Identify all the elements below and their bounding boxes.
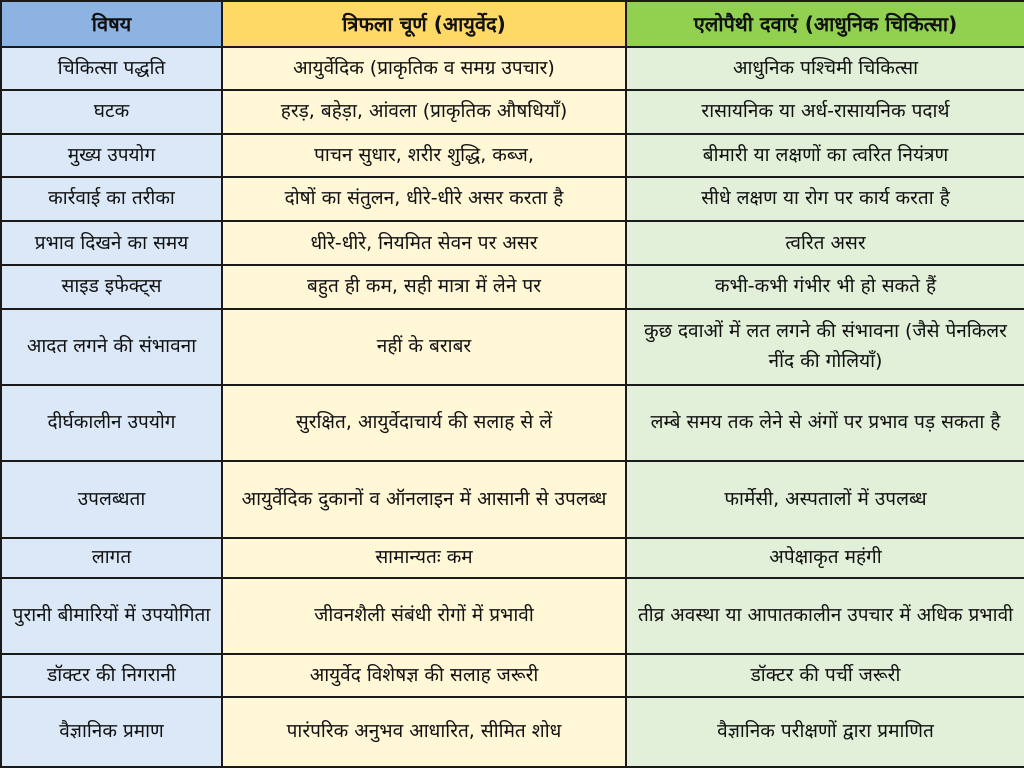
row-triphala-cell: पारंपरिक अनुभव आधारित, सीमित शोध	[222, 697, 626, 767]
row-triphala-cell: दोषों का संतुलन, धीरे-धीरे असर करता है	[222, 177, 626, 221]
row-triphala-cell: सामान्यतः कम	[222, 538, 626, 578]
row-subject: साइड इफेक्ट्स	[1, 265, 222, 308]
row-subject: चिकित्सा पद्धति	[1, 47, 222, 90]
row-allopathy-cell: अपेक्षाकृत महंगी	[626, 538, 1024, 578]
table-row	[1, 221, 1024, 265]
row-subject: वैज्ञानिक प्रमाण	[1, 697, 222, 767]
table-row	[1, 461, 1024, 537]
table-row	[1, 47, 1024, 90]
row-allopathy-cell: रासायनिक या अर्ध-रासायनिक पदार्थ	[626, 90, 1024, 133]
row-subject: दीर्घकालीन उपयोग	[1, 385, 222, 461]
row-triphala-cell: सुरक्षित, आयुर्वेदाचार्य की सलाह से लें	[222, 385, 626, 461]
table-row	[1, 697, 1024, 767]
table-row	[1, 134, 1024, 177]
row-allopathy-cell: कभी-कभी गंभीर भी हो सकते हैं	[626, 265, 1024, 308]
row-subject: घटक	[1, 90, 222, 133]
table-row	[1, 309, 1024, 385]
row-subject: उपलब्धता	[1, 461, 222, 537]
row-allopathy-cell: सीधे लक्षण या रोग पर कार्य करता है	[626, 177, 1024, 221]
header-allopathy: एलोपैथी दवाएं (आधुनिक चिकित्सा)	[626, 1, 1024, 47]
row-triphala-cell: नहीं के बराबर	[222, 309, 626, 385]
row-subject: प्रभाव दिखने का समय	[1, 221, 222, 265]
row-allopathy-cell: तीव्र अवस्था या आपातकालीन उपचार में अधिक प्रभावी	[626, 578, 1024, 654]
table-row	[1, 578, 1024, 654]
table-row	[1, 385, 1024, 461]
row-subject: डॉक्टर की निगरानी	[1, 654, 222, 696]
row-triphala-cell: धीरे-धीरे, नियमित सेवन पर असर	[222, 221, 626, 265]
row-triphala-cell: पाचन सुधार, शरीर शुद्धि, कब्ज,	[222, 134, 626, 177]
row-triphala-cell: बहुत ही कम, सही मात्रा में लेने पर	[222, 265, 626, 308]
table-row	[1, 654, 1024, 696]
row-triphala-cell: आयुर्वेदिक दुकानों व ऑनलाइन में आसानी से उपलब्ध	[222, 461, 626, 537]
table-row	[1, 177, 1024, 221]
row-triphala-cell: आयुर्वेद विशेषज्ञ की सलाह जरूरी	[222, 654, 626, 696]
row-subject: पुरानी बीमारियों में उपयोगिता	[1, 578, 222, 654]
row-subject: आदत लगने की संभावना	[1, 309, 222, 385]
row-allopathy-cell: डॉक्टर की पर्ची जरूरी	[626, 654, 1024, 696]
row-subject: मुख्य उपयोग	[1, 134, 222, 177]
row-triphala-cell: जीवनशैली संबंधी रोगों में प्रभावी	[222, 578, 626, 654]
row-subject: लागत	[1, 538, 222, 578]
header-subject: विषय	[1, 1, 222, 47]
row-allopathy-cell: लम्बे समय तक लेने से अंगों पर प्रभाव पड़ सकता है	[626, 385, 1024, 461]
table-row	[1, 90, 1024, 133]
table-row	[1, 538, 1024, 578]
row-allopathy-cell: फार्मेसी, अस्पतालों में उपलब्ध	[626, 461, 1024, 537]
row-triphala-cell: आयुर्वेदिक (प्राकृतिक व समग्र उपचार)	[222, 47, 626, 90]
table-row	[1, 265, 1024, 308]
row-allopathy-cell: वैज्ञानिक परीक्षणों द्वारा प्रमाणित	[626, 697, 1024, 767]
row-allopathy-cell: बीमारी या लक्षणों का त्वरित नियंत्रण	[626, 134, 1024, 177]
row-subject: कार्रवाई का तरीका	[1, 177, 222, 221]
header-triphala: त्रिफला चूर्ण (आयुर्वेद)	[222, 1, 626, 47]
row-triphala-cell: हरड़, बहेड़ा, आंवला (प्राकृतिक औषधियाँ)	[222, 90, 626, 133]
row-allopathy-cell: त्वरित असर	[626, 221, 1024, 265]
row-allopathy-cell: कुछ दवाओं में लत लगने की संभावना (जैसे पेनकिलर नींद की गोलियाँ)	[626, 309, 1024, 385]
row-allopathy-cell: आधुनिक पश्चिमी चिकित्सा	[626, 47, 1024, 90]
header-row	[1, 1, 1024, 47]
